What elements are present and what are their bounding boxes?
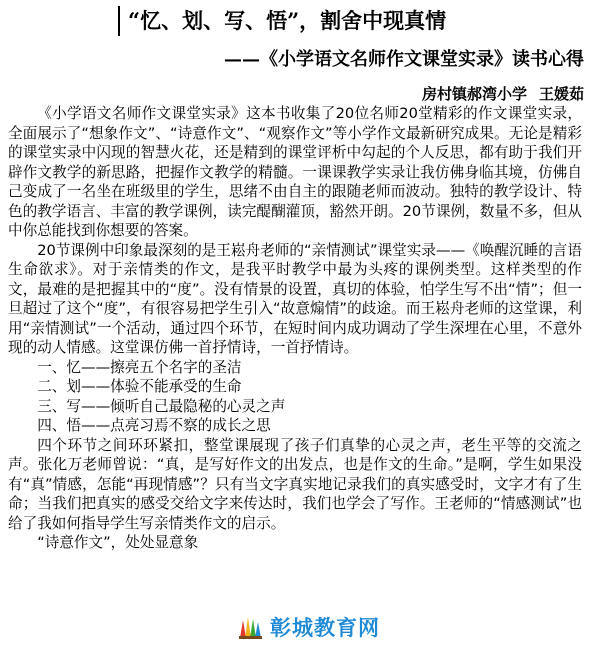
pencil-bundle-logo-icon [236, 614, 264, 640]
list-item-recall: 一、忆——擦亮五个名字的圣洁 [37, 358, 242, 376]
list-item-cross: 二、划——体验不能承受的生命 [37, 378, 242, 395]
paragraph-lesson: 20节课例中印象最深刻的是王崧舟老师的“亲情测试”课堂实录——《唤醒沉睡的言语生命欲求》。对于亲情类的作文，是我平时教学中最为头疼的课例类型。这样类型的作文，最难的是把握其中的“度”。没有情景的设置，真切的体验，怕学生写不出“情”；但一旦超过了这个“度”，有很容易把学生引入“故意煽情”的歧途。而王崧舟老师的这堂课，利用“亲情测试”一个活动，通过四个环节，在短时间内成功调动了学生深埋在心里，不意外现的动人情感。这堂课仿佛一首抒情诗，一首抒情诗。 [8, 241, 582, 356]
list-item-reflect: 四、悟——点亮习焉不察的成长之思 [37, 417, 271, 434]
essay-body [8, 104, 582, 553]
paragraph-conclusion: 四个环节之间环环紧扣，整堂课展现了孩子们真挚的心灵之声，老生平等的交流之声。张化万老师曾说：“真，是写好作文的出发点，也是作文的生命。”是啊，学生如果没有“真”情感，怎能“再现情感”？只有当文字真实地记录我们的真实感受时，文字才有了生命；当我们把真实的感受交给文字来传达时，我们也学会了写作。王老师的“情感测试”也给了我如何指导学生写亲情类作文的启示。 [8, 436, 582, 532]
essay-subtitle: ——《小学语文名师作文课堂实录》读书心得 [224, 49, 584, 70]
watermark-text: 彰城教育网 [270, 616, 380, 640]
list-item-write: 三、写——倾听自己最隐秘的心灵之声 [37, 397, 286, 415]
author-name: 王媛茹 [538, 85, 584, 103]
paragraph-intro: 《小学语文名师作文课堂实录》这本书收集了20位名师20堂精彩的作文课堂实录，全面展示了“想象作文”、“诗意作文”、“观察作文”等小学作文最新研究成果。无论是精彩的课堂实录中闪现的智慧火花，还是精到的课堂评析中勾起的个人反思，都有助于我们开辟作文教学的新思路，把握作文教学的精髓。一课课教学实录让我仿佛身临其境，仿佛自己变成了一名坐在班级里的学生，思绪不由自主的跟随老师而波动。独特的教学设计、特色的教学语言、丰富的教学课例，读完醍醐灌顶，豁然开朗。20节课例，数量不多，但从中你总能找到你想要的答案。 [8, 105, 582, 239]
essay-title: “忆、划、写、悟”，割舍中现真情 [118, 6, 446, 36]
author-school: 房村镇郝湾小学 [421, 85, 527, 103]
site-watermark [232, 612, 384, 642]
author-line [422, 84, 584, 104]
paragraph-next-heading: “诗意作文”，处处显意象 [37, 534, 199, 551]
